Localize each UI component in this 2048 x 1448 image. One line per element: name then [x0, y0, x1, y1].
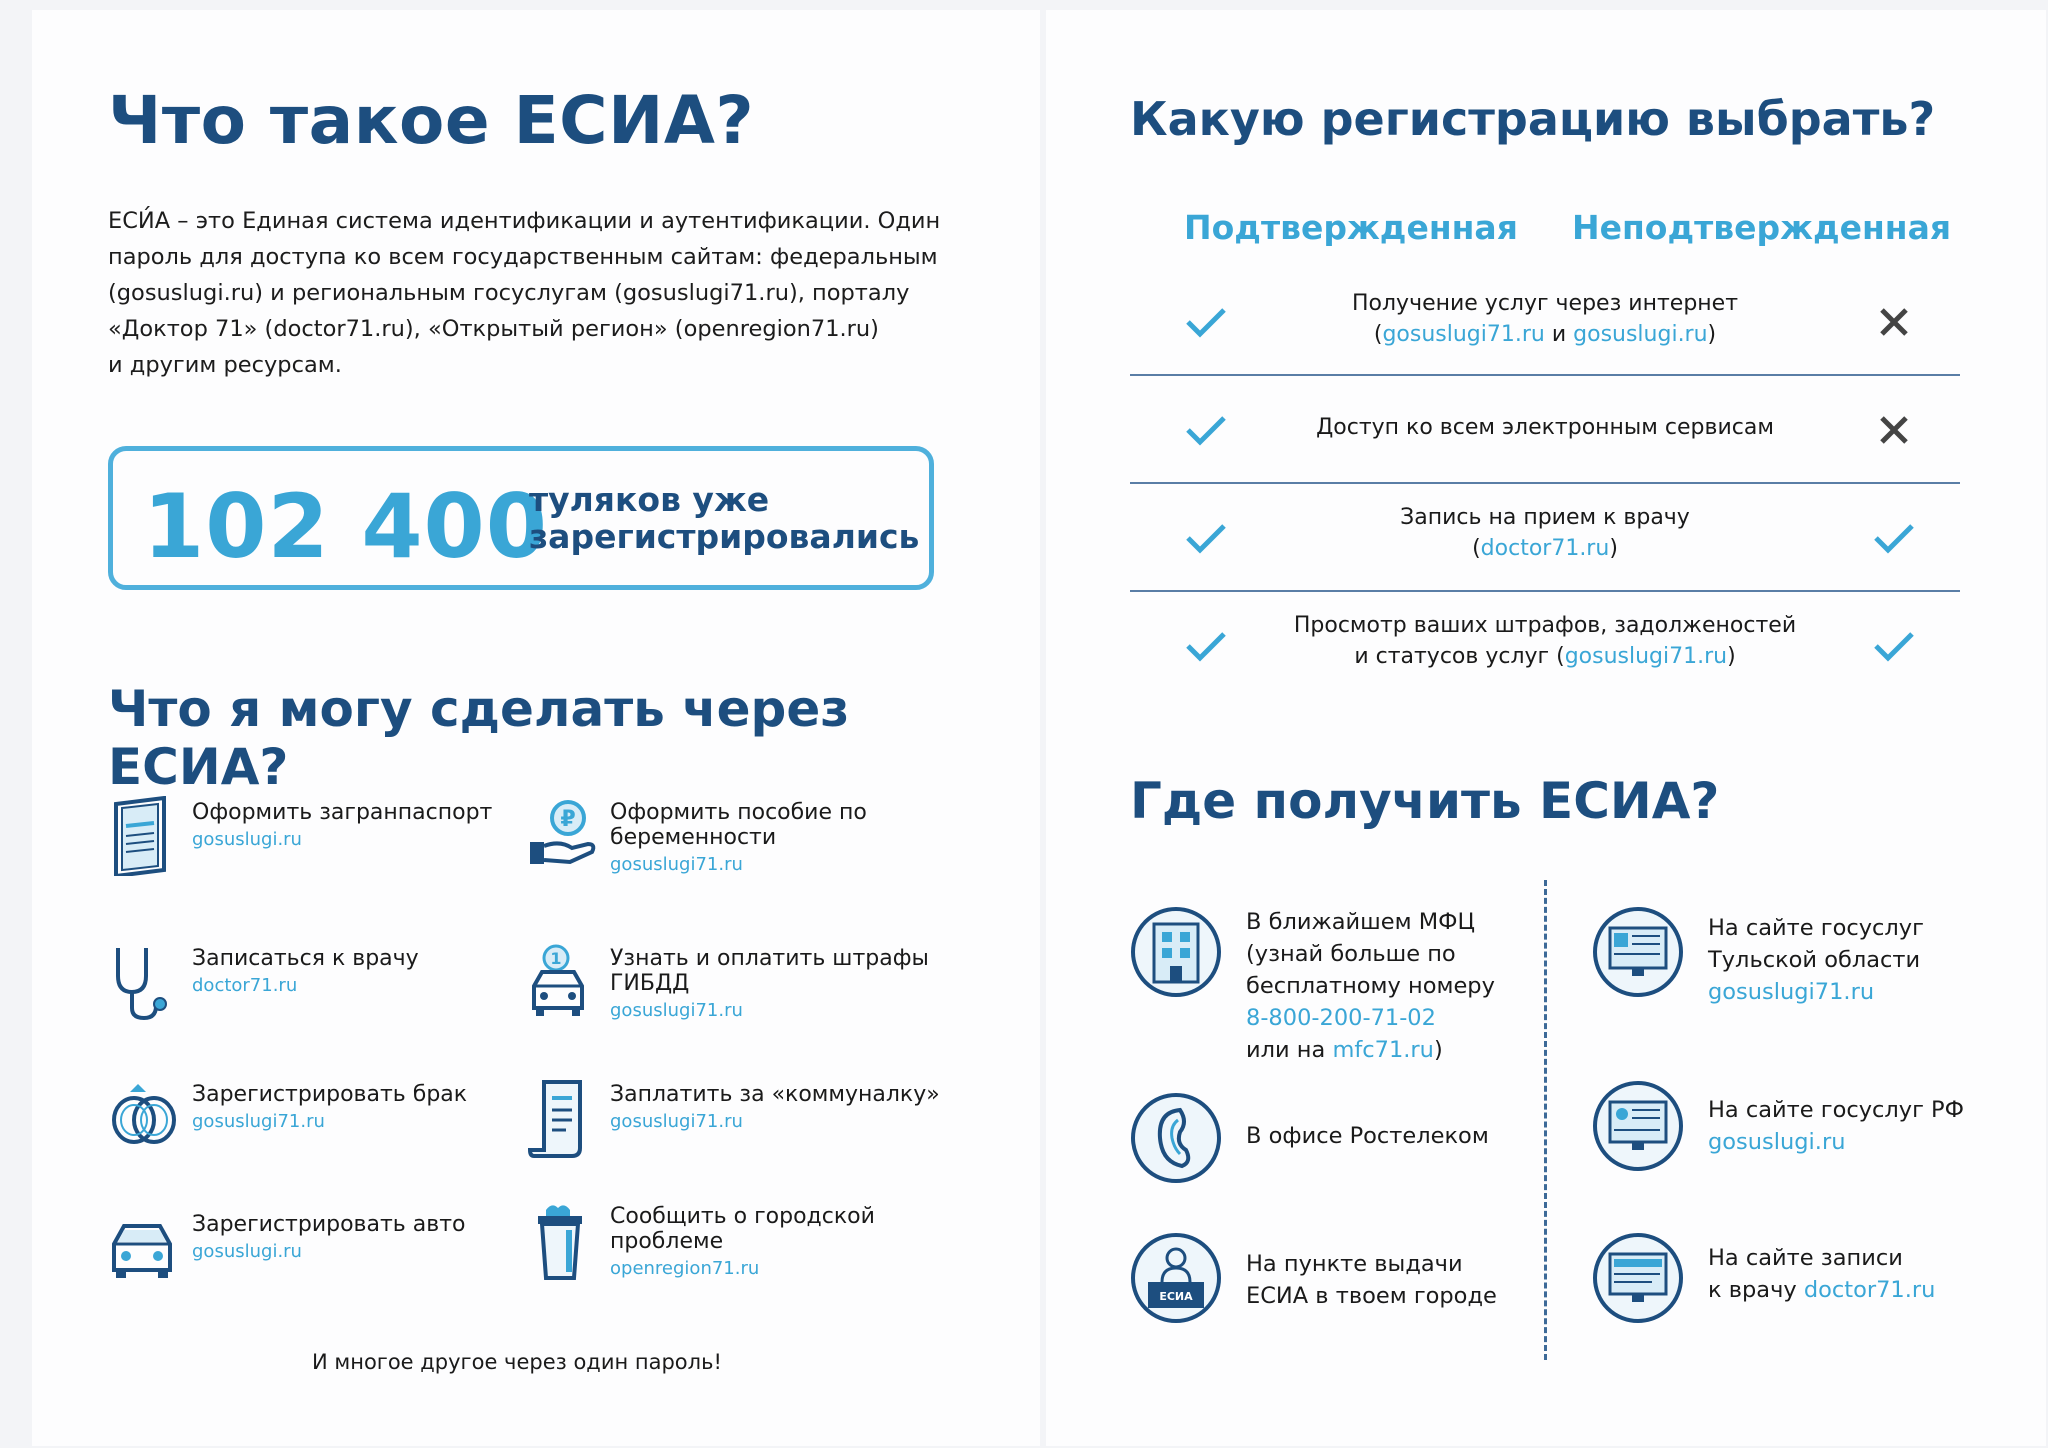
service-label	[192, 946, 532, 998]
row-link[interactable]: gosuslugi.ru	[1573, 322, 1708, 347]
service-item	[526, 942, 936, 1034]
row-line	[1260, 641, 1830, 672]
row-link[interactable]: gosuslugi71.ru	[1382, 322, 1545, 347]
passport-icon	[108, 796, 180, 876]
svg-text:1: 1	[550, 949, 562, 968]
location-line: На сайте госуслуг РФ	[1708, 1097, 1964, 1123]
row-link[interactable]: doctor71.ru	[1480, 536, 1610, 561]
service-item	[108, 942, 518, 1034]
comparison-row	[1130, 376, 1960, 484]
service-label	[610, 800, 950, 877]
mfc-phone[interactable]: 8-800-200-71-02	[1246, 1005, 1436, 1031]
location-line	[1708, 1274, 2038, 1306]
website-monitor-icon	[1592, 1232, 1684, 1324]
row-line: Просмотр ваших штрафов, задолженостей	[1293, 613, 1797, 638]
check-icon	[1182, 406, 1230, 454]
location-line: На сайте записи	[1708, 1245, 1903, 1271]
mfc-building-icon	[1130, 906, 1222, 998]
service-link[interactable]: gosuslugi.ru	[192, 829, 302, 850]
row-text	[1260, 502, 1830, 564]
website-monitor-icon	[1592, 906, 1684, 998]
rf-site-link[interactable]: gosuslugi.ru	[1708, 1129, 1846, 1155]
service-link[interactable]: gosuslugi71.ru	[192, 1111, 325, 1132]
row-text-part: )	[1707, 322, 1717, 347]
row-line: Доступ ко всем электронным сервисам	[1316, 415, 1774, 440]
stethoscope-icon	[108, 942, 180, 1022]
location-text-part: )	[1433, 1037, 1443, 1063]
intro-text	[108, 203, 978, 383]
row-text	[1260, 288, 1830, 350]
right-page	[1046, 10, 2046, 1446]
service-item	[526, 1078, 940, 1170]
location-text	[1708, 912, 2038, 1008]
tula-site-link[interactable]: gosuslugi71.ru	[1708, 979, 1875, 1005]
location-line: бесплатному номеру	[1246, 973, 1495, 999]
row-line: Запись на прием к врачу	[1400, 505, 1690, 530]
esia-badge-text: ЕСИА	[1159, 1290, 1193, 1303]
intro-line: ЕСИ́А – это Единая система идентификации и аутентификации. Один	[108, 208, 941, 234]
service-label-text: Оформить загранпаспорт	[192, 800, 493, 825]
location-line: ЕСИА в твоем городе	[1246, 1283, 1497, 1309]
location-text-part: или на	[1246, 1037, 1333, 1063]
location-line: (узнай больше по	[1246, 941, 1456, 967]
row-text-part: и статусов услуг (	[1354, 644, 1565, 669]
comparison-row	[1130, 484, 1960, 592]
service-link[interactable]: openregion71.ru	[610, 1258, 760, 1279]
service-item	[526, 1200, 936, 1292]
service-label	[610, 1204, 950, 1281]
benefit-hand-icon	[526, 796, 598, 876]
row-text	[1260, 412, 1830, 443]
service-item	[108, 1208, 518, 1300]
comparison-row	[1130, 592, 1960, 700]
trash-bin-icon	[526, 1200, 598, 1280]
row-text-part: (	[1472, 536, 1481, 561]
check-icon	[1182, 298, 1230, 346]
location-line: На пункте выдачи	[1246, 1251, 1463, 1277]
registered-count-box	[108, 446, 934, 590]
receipt-icon	[526, 1078, 598, 1158]
service-item	[526, 796, 936, 888]
row-link[interactable]: gosuslugi71.ru	[1564, 644, 1728, 669]
left-page	[32, 10, 1040, 1446]
location-text: В офисе Ростелеком	[1246, 1123, 1489, 1149]
car-icon	[108, 1208, 180, 1288]
esia-point-icon	[1130, 1232, 1222, 1324]
service-label	[192, 1082, 532, 1134]
registered-label	[529, 481, 929, 555]
column-confirmed: Подтвержденная	[1184, 208, 1518, 247]
service-label-text: Записаться к врачу	[192, 946, 419, 971]
rings-icon	[108, 1078, 180, 1158]
column-unconfirmed: Неподтвержденная	[1572, 208, 1952, 247]
service-label-text: Сообщить о городской проблеме	[610, 1204, 875, 1254]
check-icon	[1870, 514, 1918, 562]
rostelecom-logo-icon	[1130, 1092, 1222, 1184]
location-text	[1246, 1248, 1576, 1312]
check-icon	[1182, 514, 1230, 562]
footer-note: И многое другое через один пароль!	[312, 1350, 722, 1374]
website-monitor-icon	[1592, 1080, 1684, 1172]
mfc-link[interactable]: mfc71.ru	[1332, 1037, 1434, 1063]
row-text-part: )	[1727, 644, 1736, 669]
service-link[interactable]: gosuslugi71.ru	[610, 1000, 743, 1021]
row-text	[1260, 610, 1830, 672]
service-label-text: Оформить пособие по беременности	[610, 800, 867, 850]
check-icon	[1182, 622, 1230, 670]
intro-line: «Доктор 71» (doctor71.ru), «Открытый регион» (openregion71.ru)	[108, 316, 879, 342]
row-text-part: (	[1373, 322, 1383, 347]
service-label	[610, 946, 950, 1023]
service-label	[610, 1082, 950, 1134]
service-item	[108, 1078, 518, 1170]
which-registration-title: Какую регистрацию выбрать?	[1130, 92, 1936, 146]
doctor-site-link[interactable]: doctor71.ru	[1803, 1277, 1936, 1303]
comparison-row	[1130, 268, 1960, 376]
service-label-text: Заплатить за «коммуналку»	[610, 1082, 940, 1107]
cross-icon	[1870, 298, 1918, 346]
intro-line: (gosuslugi.ru) и региональным госуслугам (gosuslugi71.ru), порталу	[108, 280, 910, 306]
service-label-text: Зарегистрировать брак	[192, 1082, 468, 1107]
location-line: В ближайшем МФЦ	[1246, 909, 1475, 935]
registered-count: 102 400	[143, 475, 549, 578]
location-line	[1246, 1034, 1576, 1066]
service-label-text: Зарегистрировать авто	[192, 1212, 466, 1237]
service-item	[108, 796, 518, 888]
location-text	[1246, 906, 1576, 1066]
row-line: Получение услуг через интернет	[1351, 291, 1739, 316]
service-link[interactable]: gosuslugi.ru	[192, 1241, 302, 1262]
service-link[interactable]: gosuslugi71.ru	[610, 854, 743, 875]
location-text	[1708, 1242, 2038, 1306]
row-text-part: и	[1544, 322, 1574, 347]
svg-text:₽: ₽	[560, 807, 576, 832]
service-link[interactable]: gosuslugi71.ru	[610, 1111, 743, 1132]
location-text	[1708, 1094, 2038, 1158]
car-fine-icon	[526, 942, 598, 1022]
service-label-text: Узнать и оплатить штрафы ГИБДД	[610, 946, 929, 996]
check-icon	[1870, 622, 1918, 670]
service-label	[192, 1212, 532, 1264]
what-is-esia-title: Что такое ЕСИА?	[108, 82, 755, 159]
location-line: На сайте госуслуг	[1708, 915, 1924, 941]
service-label	[192, 800, 532, 852]
row-text-part: )	[1609, 536, 1618, 561]
cross-icon	[1870, 406, 1918, 454]
location-text-part: к врачу	[1708, 1277, 1804, 1303]
location-line: Тульской области	[1708, 947, 1921, 973]
intro-line: и другим ресурсам.	[108, 352, 342, 378]
where-to-get-title: Где получить ЕСИА?	[1130, 772, 1720, 830]
services-title: Что я могу сделать через ЕСИА?	[108, 680, 850, 796]
registered-label-line: туляков уже	[529, 480, 770, 519]
row-line	[1260, 533, 1830, 564]
row-line	[1260, 319, 1830, 350]
intro-line: пароль для доступа ко всем государственным сайтам: федеральным	[108, 244, 938, 270]
registered-label-line: зарегистрировались	[529, 517, 920, 556]
service-link[interactable]: doctor71.ru	[192, 975, 298, 996]
